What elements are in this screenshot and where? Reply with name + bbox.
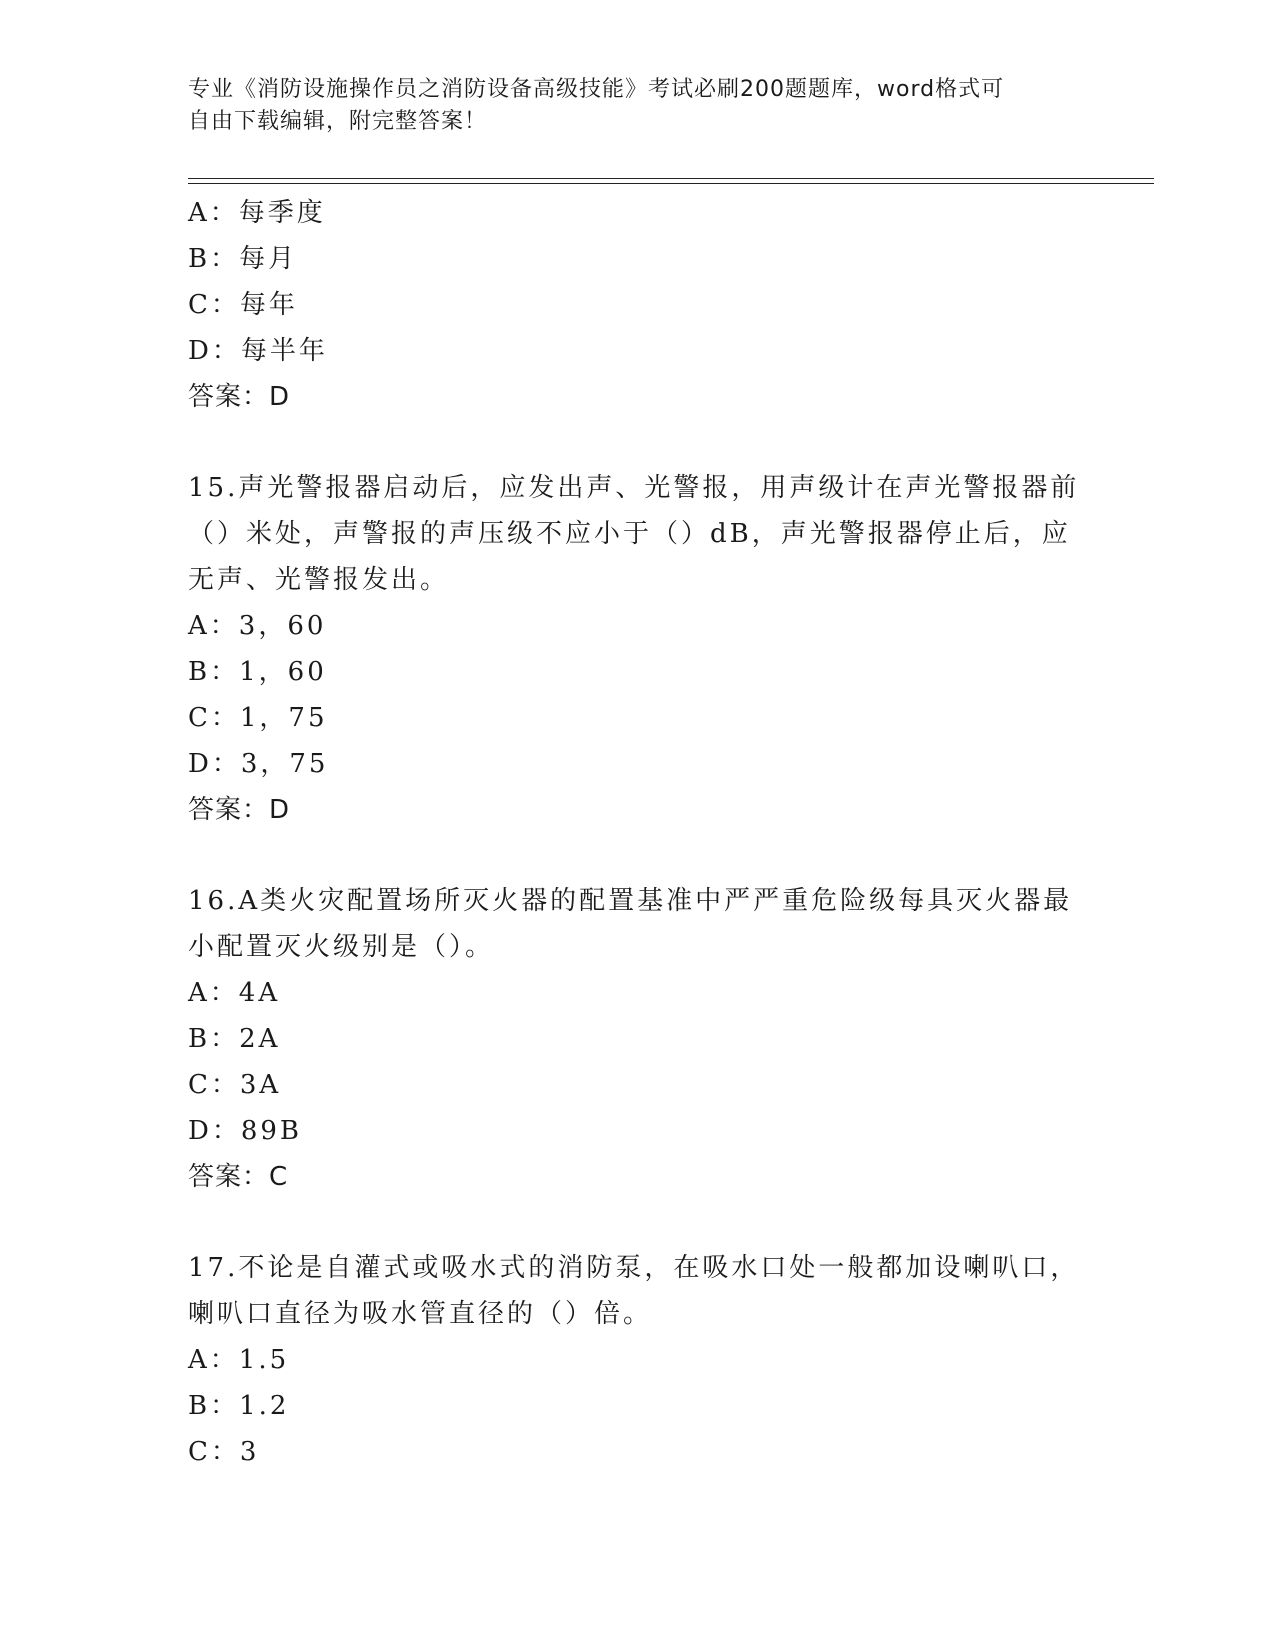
question-text-line: （）米处，声警报的声压级不应小于（）dB，声光警报器停止后，应 xyxy=(188,519,1071,549)
answer-line: 答案：D xyxy=(188,795,291,825)
question-16 xyxy=(188,878,1088,1200)
option-a: A：4A xyxy=(188,978,281,1008)
question-list xyxy=(188,190,1088,1475)
header-line-2: 自由下载编辑，附完整答案！ xyxy=(188,109,488,134)
question-text-line: 无声、光警报发出。 xyxy=(188,565,450,595)
question-17 xyxy=(188,1245,1088,1475)
question-text-line: 15.声光警报器启动后，应发出声、光警报，用声级计在声光警报器前 xyxy=(188,473,1080,503)
document-header xyxy=(188,74,1088,138)
question-text-line: 小配置灭火级别是（）。 xyxy=(188,932,495,962)
answer-line: 答案：D xyxy=(188,382,291,412)
option-b: B：1.2 xyxy=(188,1391,290,1421)
question-15 xyxy=(188,465,1088,833)
option-c: C：每年 xyxy=(188,290,298,320)
header-divider-top xyxy=(188,178,1154,179)
question-text-line: 喇叭口直径为吸水管直径的（）倍。 xyxy=(188,1299,653,1329)
option-d: D：3，75 xyxy=(188,749,329,779)
option-c: C：3A xyxy=(188,1070,282,1100)
question-14-continued xyxy=(188,190,1088,420)
option-a: A：每季度 xyxy=(188,198,326,228)
question-text-line: 16.A类火灾配置场所灭火器的配置基准中严严重危险级每具灭火器最 xyxy=(188,886,1073,916)
option-c: C：1，75 xyxy=(188,703,328,733)
option-b: B：每月 xyxy=(188,244,298,274)
option-d: D：89B xyxy=(188,1116,303,1146)
header-divider-bottom xyxy=(188,183,1154,184)
option-a: A：3，60 xyxy=(188,611,327,641)
option-b: B：1，60 xyxy=(188,657,327,687)
option-c: C：3 xyxy=(188,1437,260,1467)
option-a: A：1.5 xyxy=(188,1345,290,1375)
option-d: D：每半年 xyxy=(188,336,328,366)
question-text-line: 17.不论是自灌式或吸水式的消防泵，在吸水口处一般都加设喇叭口， xyxy=(188,1253,1080,1283)
answer-line: 答案：C xyxy=(188,1162,289,1192)
option-b: B：2A xyxy=(188,1024,281,1054)
header-line-1: 专业《消防设施操作员之消防设备高级技能》考试必刷200题题库，word格式可 xyxy=(188,77,1005,102)
